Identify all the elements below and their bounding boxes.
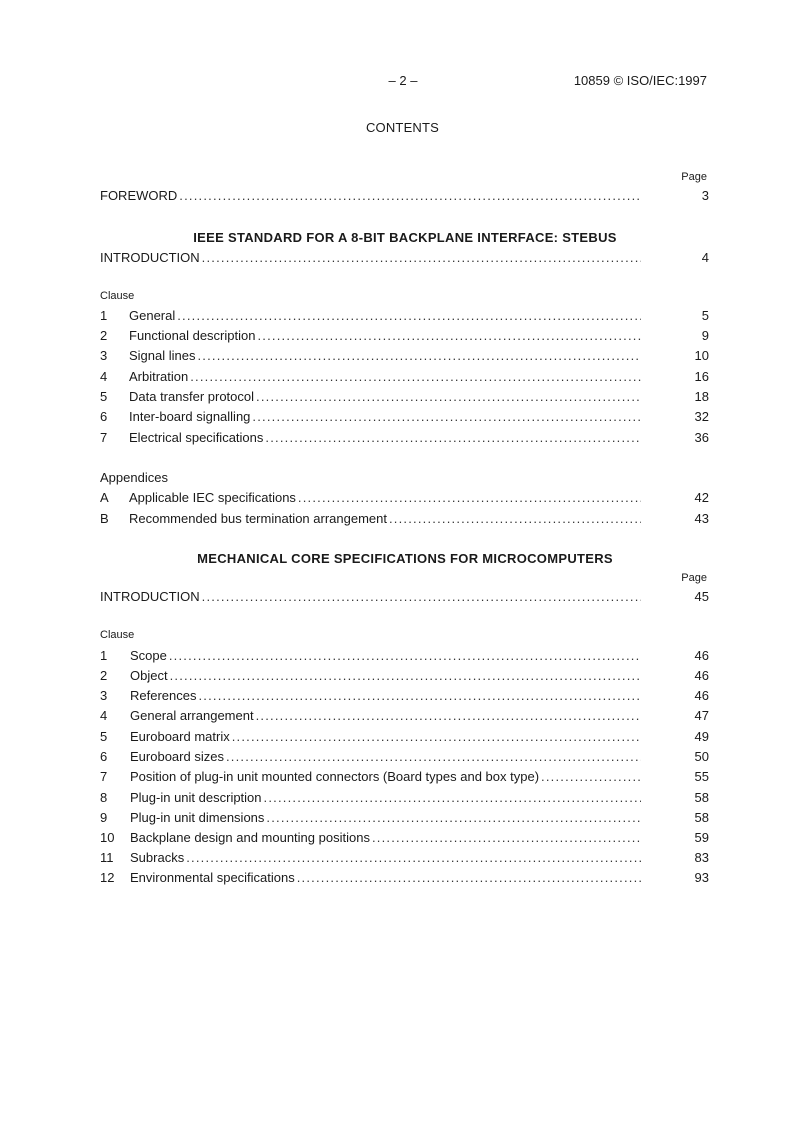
toc-entry-page: 9: [701, 328, 709, 343]
toc-entry[interactable]: [100, 308, 709, 328]
toc-entry-title: Object: [130, 668, 168, 683]
contents-title: CONTENTS: [365, 120, 440, 135]
page-column-label: Page: [681, 171, 707, 183]
dot-leader: [177, 308, 641, 323]
toc-entry[interactable]: [100, 409, 709, 429]
toc-entry-page: 83: [694, 850, 709, 865]
toc-entry-page: 3: [701, 188, 709, 203]
toc-entry-title: Data transfer protocol: [129, 389, 255, 404]
toc-entry-page: 16: [694, 369, 709, 384]
toc-entry-page: 93: [694, 870, 709, 885]
toc-entry[interactable]: [100, 511, 709, 531]
toc-entry[interactable]: [100, 790, 709, 810]
clause-label: Clause: [100, 629, 135, 641]
toc-entry-number: 1: [100, 308, 108, 323]
clause-label: Clause: [100, 290, 135, 302]
toc-entry-number: 2: [100, 328, 108, 343]
toc-entry[interactable]: [100, 389, 709, 409]
dot-leader: [170, 668, 641, 683]
toc-entry-page: 18: [694, 389, 709, 404]
toc-entry[interactable]: [100, 810, 709, 830]
toc-entry-number: 4: [100, 369, 108, 384]
toc-entry-title: Electrical specifications: [129, 430, 264, 445]
toc-entry-number: 5: [100, 389, 108, 404]
dot-leader: [186, 850, 641, 865]
toc-entry-page: 58: [694, 790, 709, 805]
toc-entry-title: Plug-in unit description: [130, 790, 262, 805]
dot-leader: [389, 511, 641, 526]
toc-entry-page: 10: [694, 348, 709, 363]
toc-entry-title: Euroboard matrix: [130, 729, 230, 744]
toc-entry[interactable]: [100, 749, 709, 769]
dot-leader: [232, 729, 641, 744]
toc-entry-title: Applicable IEC specifications: [129, 490, 296, 505]
dot-leader: [169, 648, 641, 663]
toc-entry-page: 42: [694, 490, 709, 505]
toc-entry-title: Signal lines: [129, 348, 196, 363]
toc-entry-page: 5: [701, 308, 709, 323]
toc-entry-title: FOREWORD: [100, 188, 178, 203]
toc-entry[interactable]: [100, 688, 709, 708]
dot-leader: [541, 769, 641, 784]
toc-entry-number: 6: [100, 409, 108, 424]
toc-entry-title: Subracks: [130, 850, 185, 865]
toc-entry-title: INTRODUCTION: [100, 250, 200, 265]
dot-leader: [266, 810, 641, 825]
dot-leader: [179, 188, 641, 203]
toc-entry[interactable]: [100, 830, 709, 850]
toc-entry-page: 46: [694, 648, 709, 663]
toc-entry[interactable]: [100, 850, 709, 870]
toc-entry-number: 9: [100, 810, 108, 825]
dot-leader: [202, 589, 641, 604]
toc-entry-page: 46: [694, 668, 709, 683]
toc-entry-number: 6: [100, 749, 108, 764]
dot-leader: [265, 430, 641, 445]
toc-entry-title: Euroboard sizes: [130, 749, 224, 764]
toc-entry[interactable]: [100, 430, 709, 450]
toc-entry-number: 3: [100, 688, 108, 703]
toc-entry[interactable]: [100, 668, 709, 688]
toc-entry-title: Arbitration: [129, 369, 189, 384]
dot-leader: [256, 708, 641, 723]
toc-entry-stebus-introduction[interactable]: [100, 250, 709, 270]
toc-entry-number: B: [100, 511, 109, 526]
toc-entry-title: References: [130, 688, 197, 703]
appendices-label: Appendices: [100, 470, 168, 485]
toc-entry-number: 4: [100, 708, 108, 723]
toc-entry-page: 49: [694, 729, 709, 744]
toc-entry-mechanical-introduction[interactable]: [100, 589, 709, 609]
toc-entry[interactable]: [100, 490, 709, 510]
toc-entry[interactable]: [100, 729, 709, 749]
dot-leader: [202, 250, 641, 265]
toc-entry-page: 58: [694, 810, 709, 825]
dot-leader: [297, 870, 641, 885]
dot-leader: [198, 688, 641, 703]
toc-entry-number: 11: [100, 850, 114, 865]
toc-entry-title: Position of plug-in unit mounted connectors (Board types and box type): [130, 769, 540, 784]
toc-entry-page: 4: [701, 250, 709, 265]
toc-entry-page: 43: [694, 511, 709, 526]
toc-entry[interactable]: [100, 708, 709, 728]
toc-entry-foreword[interactable]: [100, 188, 709, 208]
toc-entry-number: 8: [100, 790, 108, 805]
toc-entry-number: 7: [100, 430, 108, 445]
toc-entry-number: 12: [100, 870, 115, 885]
toc-entry-title: Scope: [130, 648, 167, 663]
toc-entry-page: 55: [694, 769, 709, 784]
toc-entry-page: 46: [694, 688, 709, 703]
toc-entry-number: 2: [100, 668, 108, 683]
toc-entry[interactable]: [100, 648, 709, 668]
dot-leader: [298, 490, 641, 505]
toc-entry-number: 7: [100, 769, 108, 784]
toc-entry-number: 1: [100, 648, 108, 663]
dot-leader: [190, 369, 641, 384]
dot-leader: [372, 830, 641, 845]
page-column-label: Page: [681, 572, 707, 584]
dot-leader: [256, 389, 641, 404]
toc-entry-page: 47: [694, 708, 709, 723]
toc-entry[interactable]: [100, 369, 709, 389]
toc-entry-title: General: [129, 308, 176, 323]
document-id: 10859 © ISO/IEC:1997: [573, 73, 707, 88]
toc-entry-title: Environmental specifications: [130, 870, 295, 885]
toc-entry-title: INTRODUCTION: [100, 589, 200, 604]
toc-entry-page: 36: [694, 430, 709, 445]
toc-entry-title: Plug-in unit dimensions: [130, 810, 265, 825]
section-heading-stebus: IEEE STANDARD FOR A 8-BIT BACKPLANE INTERFACE: STEBUS: [193, 230, 617, 245]
toc-entry[interactable]: [100, 348, 709, 368]
toc-entry-title: General arrangement: [130, 708, 254, 723]
dot-leader: [264, 790, 641, 805]
toc-entry-number: 3: [100, 348, 108, 363]
toc-entry-page: 50: [694, 749, 709, 764]
toc-entry-number: 10: [100, 830, 115, 845]
toc-entry-number: A: [100, 490, 109, 505]
toc-entry-title: Backplane design and mounting positions: [130, 830, 370, 845]
dot-leader: [226, 749, 641, 764]
toc-entry-title: Functional description: [129, 328, 256, 343]
dot-leader: [198, 348, 642, 363]
toc-entry-page: 45: [694, 589, 709, 604]
dot-leader: [257, 328, 641, 343]
toc-entry-title: Inter-board signalling: [129, 409, 251, 424]
dot-leader: [252, 409, 641, 424]
toc-entry[interactable]: [100, 769, 709, 789]
page-number: – 2 –: [388, 73, 418, 88]
section-heading-mechanical: MECHANICAL CORE SPECIFICATIONS FOR MICROCOMPUTERS: [197, 551, 613, 566]
toc-entry-number: 5: [100, 729, 108, 744]
toc-entry-title: Recommended bus termination arrangement: [129, 511, 387, 526]
toc-entry-page: 32: [694, 409, 709, 424]
toc-entry[interactable]: [100, 870, 709, 890]
toc-entry-page: 59: [694, 830, 709, 845]
toc-entry[interactable]: [100, 328, 709, 348]
